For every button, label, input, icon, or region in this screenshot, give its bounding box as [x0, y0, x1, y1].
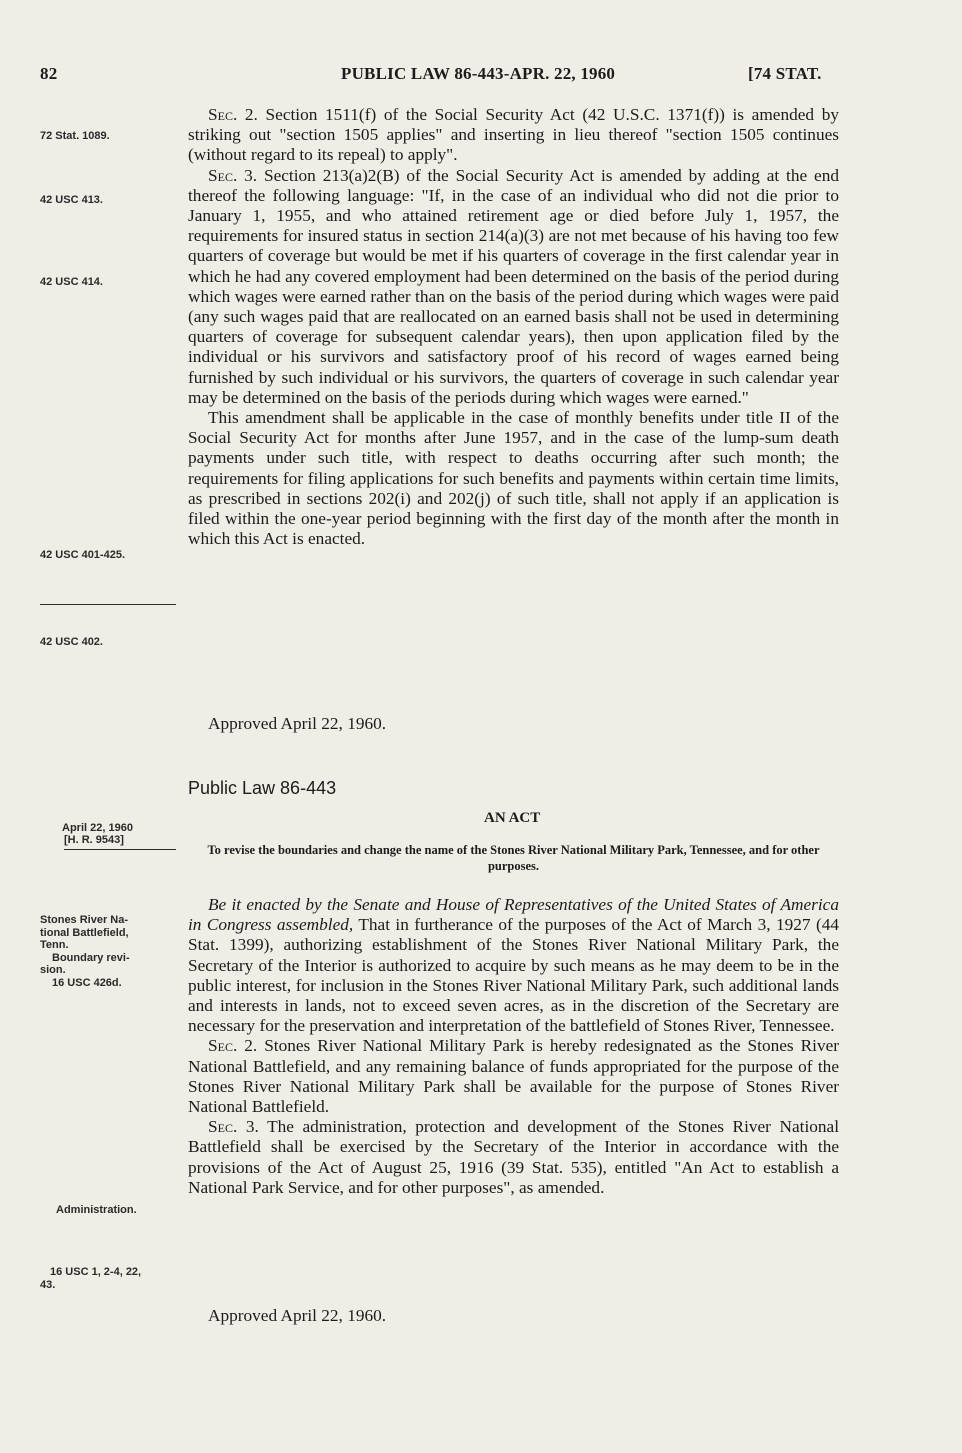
enacting-clause: Be it enacted by the Senate and House of Representatives of the United States of America in Congress assembled, That in furtherance of the purposes of the Act of March 3, 1927 (44 Stat. 1399), authorizing establishment of the Stones River National Military Park, the Secretary of the Interior is authorized to acquire by such means as he may deem to be in the public interest, for inclusion in the Stones River National Military Park, such additional lands and interests in lands, not to exceed seven acres, as in the discretion of the Secretary are necessary for the preservation and interpretation of the battlefield of Stones River, Tennessee.	[188, 895, 839, 1036]
margin-divider	[40, 604, 176, 605]
page-number: 82	[40, 64, 58, 83]
section-3-paragraph: Sec. 3. Section 213(a)2(B) of the Social Security Act is amended by adding at the end thereof the following language: "If, in the case of an individual who did not die prior to January 1, 1955, and who attained retirement age or died before July 1, 1957, the requirements for insured status in section 214(a)(3) are not met because of his having too few quarters of coverage but would be met if his quarters of coverage in the first calendar year in which he had any covered employment had been determined on the basis of the period during which wages were earned rather than on the basis of the period during which wages were paid (any such wages paid that are reallocated on an earned basis shall not be used in determining quarters of coverage for subsequent calendar years), then upon application filed by the individual or his survivors and satisfactory proof of his record of wages earned being furnished by such individual or his survivors, the quarters of coverage in such calendar year may be determined on the basis of the periods during which wages were earned."	[188, 165, 839, 407]
margin-note-stones-river: Stones River Na- tional Battlefield, Tenn. Boundary revi- sion. 16 USC 426d.	[40, 914, 130, 989]
running-title: PUBLIC LAW 86-443-APR. 22, 1960	[341, 64, 616, 83]
margin-note-enactment-date: April 22, 1960	[62, 822, 133, 834]
section-label: Sec. 3.	[208, 165, 258, 185]
approval-line: Approved April 22, 1960.	[208, 1306, 387, 1325]
act-title: AN ACT	[484, 810, 541, 826]
law-text	[188, 895, 839, 1198]
margin-note-16-usc: 16 USC 1, 2-4, 22, 43.	[40, 1266, 142, 1291]
section-label: Sec. 3.	[208, 1117, 259, 1137]
margin-note-administration: Administration.	[56, 1204, 137, 1216]
volume-reference: [74 STAT.	[748, 64, 822, 83]
margin-note-42-usc-402: 42 USC 402.	[40, 636, 103, 648]
margin-note-72-stat: 72 Stat. 1089.	[40, 130, 110, 142]
section-3-paragraph: Sec. 3. The administration, protection and development of the Stones River National Battlefield shall be exercised by the Secretary of the Interior in accordance with the provisions of the Act of August 25, 1916 (39 Stat. 535), entitled "An Act to establish a National Park Service, and for other purposes", as amended.	[188, 1117, 840, 1197]
section-2-paragraph: Sec. 2. Section 1511(f) of the Social Security Act (42 U.S.C. 1371(f)) is amended by striking out "section 1505 applies" and inserting in lieu thereof "section 1505 continues (without regard to its repeal) to apply".	[188, 105, 839, 165]
bill-underline	[64, 849, 176, 850]
section-label: Sec. 2.	[208, 1036, 258, 1056]
amendment-paragraph: This amendment shall be applicable in the case of monthly benefits under title II of the Social Security Act for months after June 1957, and in the case of the lump-sum death payments under such title, with respect to deaths occurring after such month; the requirements for filing applications for such benefits and payments within certain time limits, as prescribed in sections 202(i) and 202(j) of such title, shall not apply if an application is filed within the one-year period beginning with the first day of the month after the month in which this Act is enacted.	[188, 408, 839, 549]
previous-law-text	[188, 105, 839, 549]
margin-note-42-usc-413: 42 USC 413.	[40, 194, 103, 206]
margin-note-bill-number: [H. R. 9543]	[64, 834, 124, 846]
section-label: Sec. 2.	[208, 105, 258, 124]
law-heading: Public Law 86-443	[188, 778, 337, 798]
margin-note-42-usc-401-425: 42 USC 401-425.	[40, 549, 125, 561]
approval-line-previous: Approved April 22, 1960.	[208, 714, 387, 733]
section-2-paragraph: Sec. 2. Stones River National Military Park is hereby redesignated as the Stones River National Battlefield, and any remaining balance of funds appropriated for the purpose of the Stones River National Military Park shall be available for the purpose of Stones River National Battlefield.	[188, 1036, 840, 1117]
act-purpose: To revise the boundaries and change the name of the Stones River National Military Park, Tennessee, and for other purposes.	[207, 843, 820, 873]
margin-note-42-usc-414: 42 USC 414.	[40, 276, 103, 288]
